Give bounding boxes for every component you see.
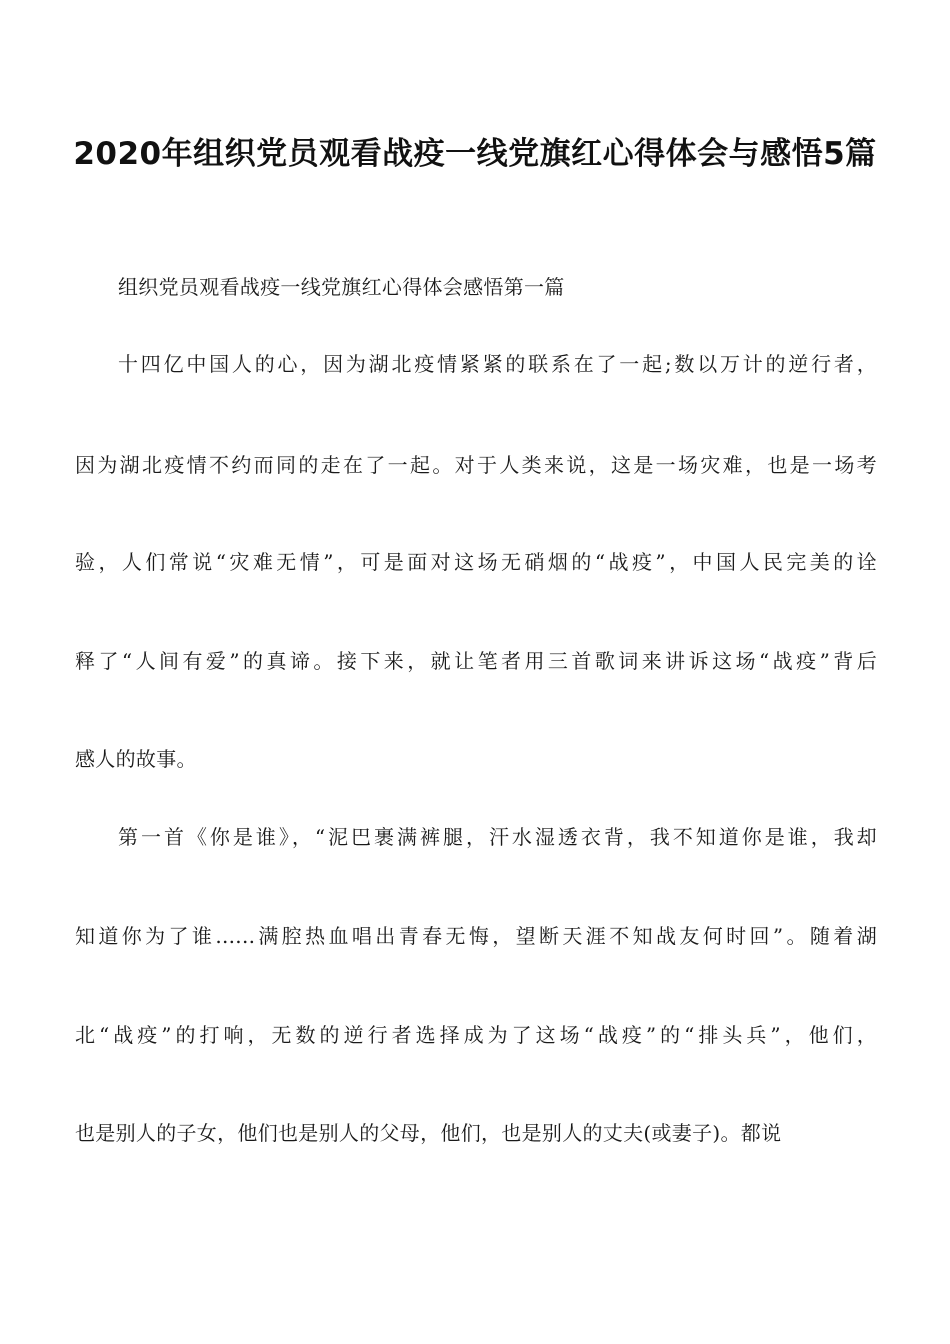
paragraph-line: 也是别人的子女，他们也是别人的父母，他们，也是别人的丈夫(或妻子)。都说 (75, 1121, 782, 1145)
paragraph-line: 验，人们常说“灾难无情”，可是面对这场无硝烟的“战疫”，中国人民完美的诠 (75, 550, 877, 574)
paragraph-line: 第一首《你是谁》，“泥巴裹满裤腿，汗水湿透衣背，我不知道你是谁，我却 (118, 825, 877, 849)
document-title: 2020年组织党员观看战疫一线党旗红心得体会与感悟5篇 (73, 136, 877, 172)
section-heading: 组织党员观看战疫一线党旗红心得体会感悟第一篇 (118, 275, 565, 299)
paragraph-line: 释了“人间有爱”的真谛。接下来，就让笔者用三首歌词来讲诉这场“战疫”背后 (75, 649, 877, 673)
paragraph-line: 因为湖北疫情不约而同的走在了一起。对于人类来说，这是一场灾难，也是一场考 (75, 453, 877, 477)
paragraph-line: 感人的故事。 (75, 747, 197, 771)
paragraph-line: 北“战疫”的打响，无数的逆行者选择成为了这场“战疫”的“排头兵”，他们， (75, 1023, 877, 1047)
paragraph-line: 知道你为了谁......满腔热血唱出青春无悔，望断天涯不知战友何时回”。随着湖 (75, 924, 877, 948)
paragraph-line: 十四亿中国人的心，因为湖北疫情紧紧的联系在了一起;数以万计的逆行者， (118, 352, 877, 376)
